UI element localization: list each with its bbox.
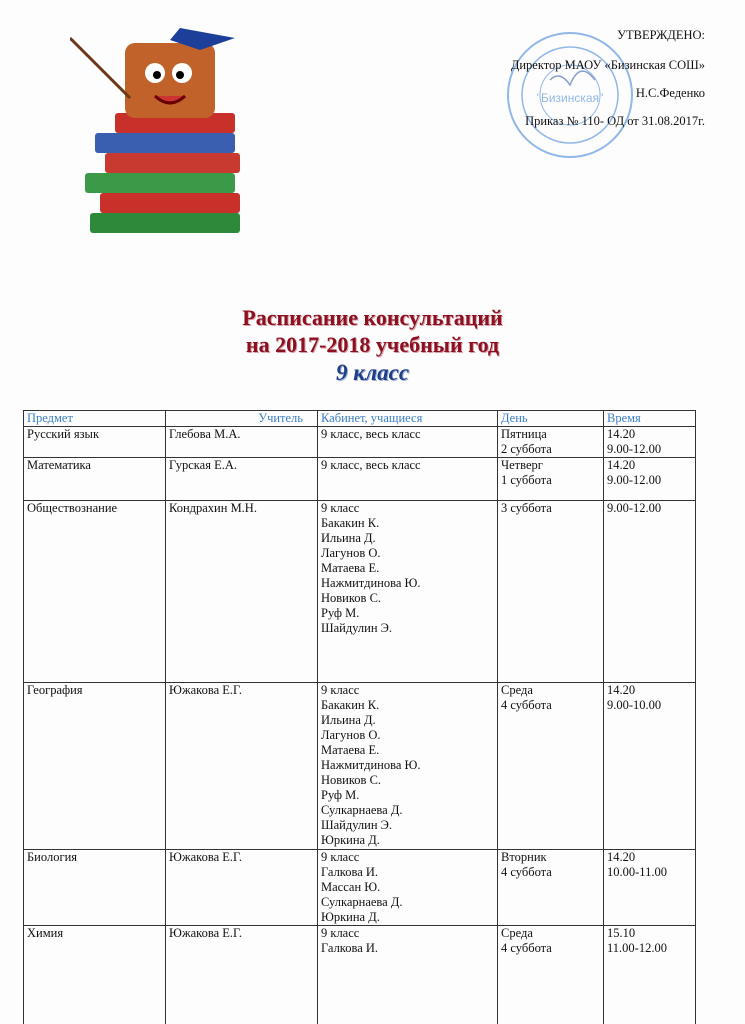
- cell-day: Вторник 4 суббота: [498, 850, 604, 926]
- cell-day: Четверг 1 суббота: [498, 458, 604, 501]
- page-title: Расписание консультаций: [242, 305, 503, 330]
- cell-teacher: Гурская Е.А.: [166, 458, 318, 501]
- approval-label: УТВЕРЖДЕНО:: [617, 28, 705, 42]
- table-row: [24, 427, 696, 458]
- cell-students: 9 класс Галкова И. Массан Ю. Сулкарнаева Д. Юркина Д.: [318, 850, 498, 926]
- cell-subject: Математика: [24, 458, 166, 501]
- cell-students: 9 класс Галкова И.: [318, 926, 498, 1024]
- cell-teacher: Кондрахин М.Н.: [166, 501, 318, 683]
- header-day: День: [498, 411, 604, 427]
- cell-subject: Обществознание: [24, 501, 166, 683]
- header-room-students: Кабинет, учащиеся: [318, 411, 498, 427]
- table-row: [24, 501, 696, 683]
- approval-director: Директор МАОУ «Бизинская СОШ»: [510, 58, 705, 72]
- cell-time: 14.20 10.00-11.00: [604, 850, 696, 926]
- cell-subject: Химия: [24, 926, 166, 1024]
- cell-day: Среда 4 суббота: [498, 683, 604, 850]
- header-time: Время: [604, 411, 696, 427]
- cell-day: Пятница 2 суббота: [498, 427, 604, 458]
- cell-day: Среда 4 суббота: [498, 926, 604, 1024]
- cell-students: 9 класс Бакакин К. Ильина Д. Лагунов О. Матаева Е. Нажмитдинова Ю. Новиков С. Руф М. Сулкарнаева Д. Шайдулин Э. Юркина Д.: [318, 683, 498, 850]
- table-header-row: [24, 411, 696, 427]
- cell-teacher: Глебова М.А.: [166, 427, 318, 458]
- header-teacher: Учитель: [166, 411, 318, 427]
- approval-order: Приказ № 110- ОД от 31.08.2017г.: [525, 114, 705, 128]
- cell-subject: Русский язык: [24, 427, 166, 458]
- official-stamp: [505, 30, 635, 160]
- table-row: [24, 683, 696, 850]
- cell-students: 9 класс, весь класс: [318, 458, 498, 501]
- cell-time: 15.10 11.00-12.00: [604, 926, 696, 1024]
- stamp-text: "Бизинская": [536, 91, 604, 105]
- cell-subject: География: [24, 683, 166, 850]
- cell-time: 14.20 9.00-12.00: [604, 427, 696, 458]
- cell-time: 14.20 9.00-12.00: [604, 458, 696, 501]
- cell-day: 3 суббота: [498, 501, 604, 683]
- cell-time: 14.20 9.00-10.00: [604, 683, 696, 850]
- table-row: [24, 850, 696, 926]
- class-title: 9 класс: [335, 360, 410, 385]
- cell-teacher: Южакова Е.Г.: [166, 683, 318, 850]
- books-mascot-illustration: [70, 18, 260, 238]
- cell-time: 9.00-12.00: [604, 501, 696, 683]
- header-subject: Предмет: [24, 411, 166, 427]
- approval-name: Н.С.Феденко: [635, 86, 705, 100]
- cell-students: 9 класс Бакакин К. Ильина Д. Лагунов О. Матаева Е. Нажмитдинова Ю. Новиков С. Руф М. Шайдулин Э.: [318, 501, 498, 683]
- cell-teacher: Южакова Е.Г.: [166, 850, 318, 926]
- cell-students: 9 класс, весь класс: [318, 427, 498, 458]
- table-row: [24, 926, 696, 1024]
- schedule-table: [23, 410, 696, 1024]
- cell-subject: Биология: [24, 850, 166, 926]
- page-subtitle: на 2017-2018 учебный год: [245, 332, 500, 357]
- cell-teacher: Южакова Е.Г.: [166, 926, 318, 1024]
- table-row: [24, 458, 696, 501]
